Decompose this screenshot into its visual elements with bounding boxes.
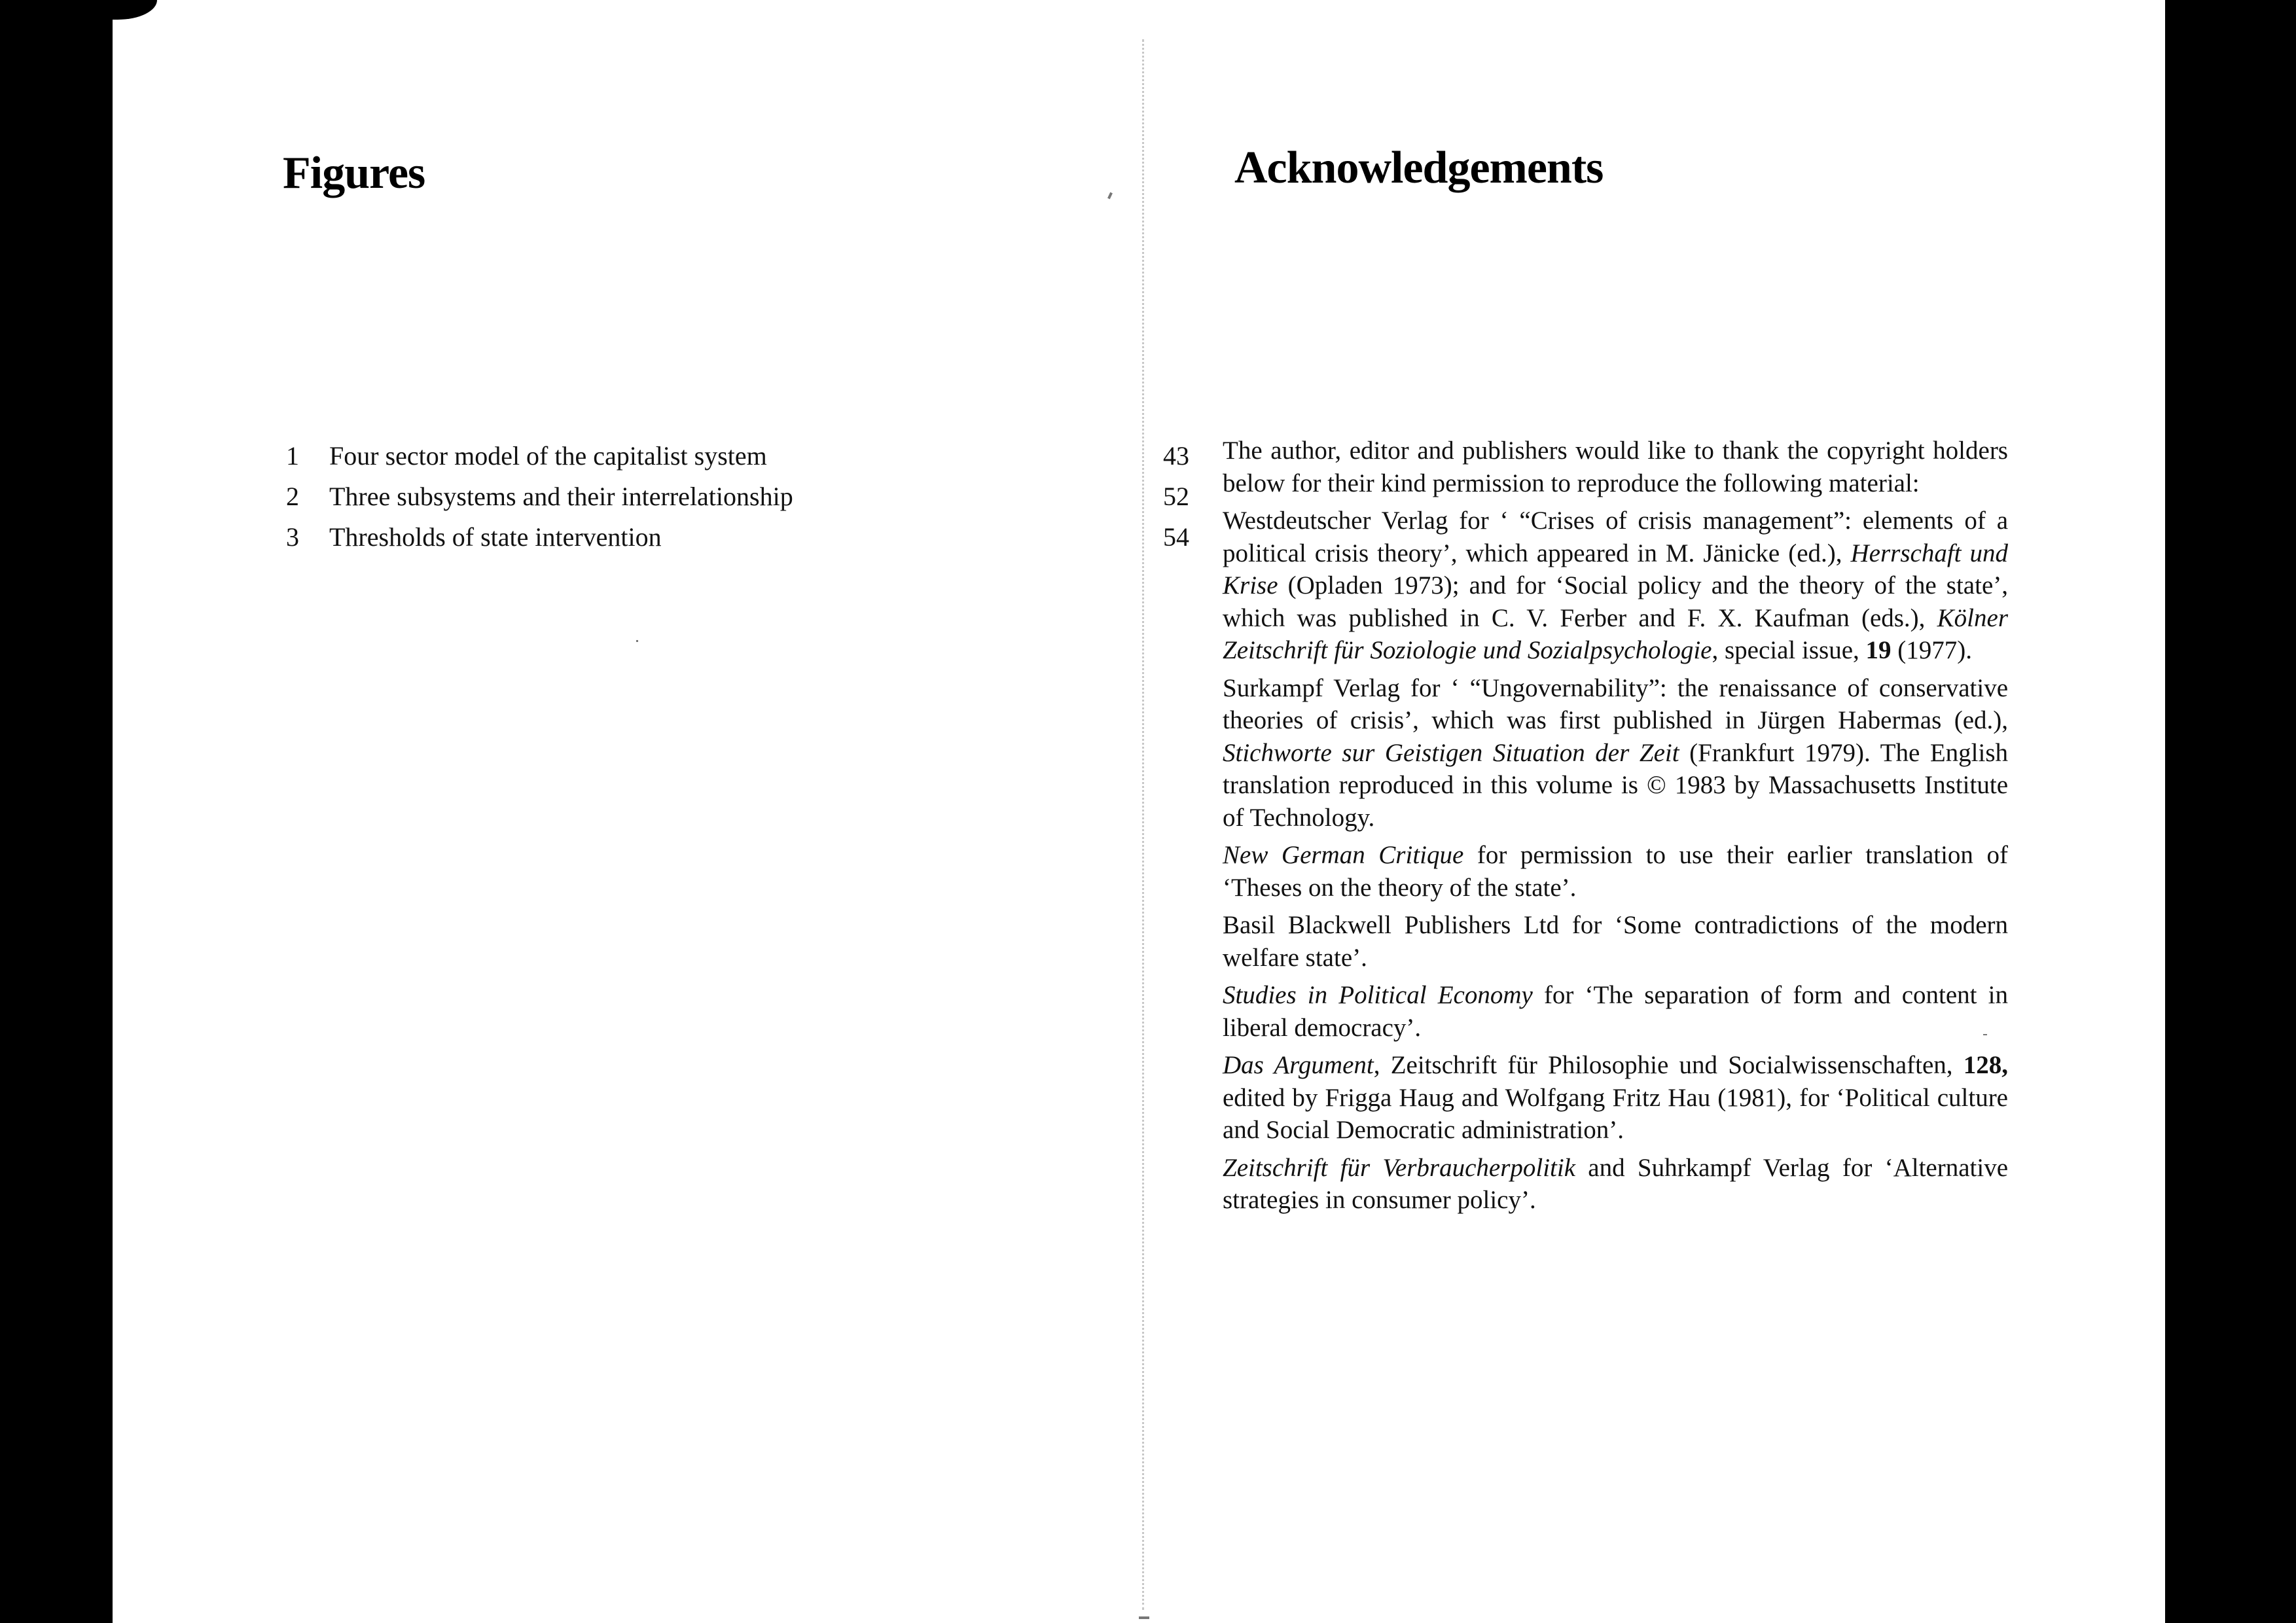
figure-entry — [286, 517, 1189, 558]
right-page — [1145, 0, 2165, 1623]
bold-number: 128, — [1963, 1051, 2009, 1079]
text-run: and Suhrkampf Verlag for ‘Alternative strategies in consumer policy’. — [1223, 1153, 2009, 1214]
text-run: , special issue, — [1712, 636, 1866, 664]
figure-title: Thresholds of state intervention — [329, 522, 662, 552]
bold-number: 19 — [1865, 636, 1892, 664]
text-run: Surkampf Verlag for ‘ “Ungovernability”: the renaissance of conservative theories of crisis’, which was first published in Jürgen Habermas (ed.), — [1223, 673, 2008, 734]
acknowledgement-paragraph — [1223, 979, 2008, 1044]
text-run: for ‘The separation of form and content in liberal democracy’. — [1223, 981, 2008, 1042]
acknowledgement-paragraph — [1223, 839, 2008, 904]
figure-entry — [286, 476, 1189, 517]
figure-number: 3 — [286, 522, 299, 552]
text-run: (1977). — [1891, 636, 1972, 664]
figure-title: Four sector model of the capitalist system — [329, 441, 767, 471]
text-run: The author, editor and publishers would like to thank the copyright holders below for their kind permission to reproduce the following material: — [1223, 437, 2008, 497]
scan-border-right — [2165, 0, 2296, 1623]
acknowledgement-paragraph — [1223, 909, 2008, 974]
italic-title: Stichworte sur Geistigen Situation der Zeit — [1223, 738, 1679, 767]
book-gutter — [1142, 39, 1144, 1610]
italic-title: Kölner Zeitschrift für Soziologie und Sozialpsychologie — [1223, 603, 2008, 664]
text-run: for permission to use their earlier translation of ‘Theses on the theory of the state’. — [1223, 841, 2008, 902]
text-run: Westdeutscher Verlag for ‘ “Crises of crisis management”: elements of a political crisis theory’, which appeared in M. Jänicke (ed.), — [1223, 507, 2008, 567]
italic-title: Herrschaft und Krise — [1223, 539, 2008, 599]
figure-page-number: 54 — [1163, 522, 1189, 552]
text-run: edited by Frigga Haug and Wolfgang Fritz Hau (1981), for ‘Political culture and Social Democratic administration’. — [1223, 1083, 2008, 1144]
page-title-acknowledgements: Acknowledgements — [1234, 143, 1604, 193]
figure-number: 2 — [286, 482, 299, 511]
scan-border-left — [0, 0, 113, 1623]
acknowledgement-paragraph — [1223, 1152, 2008, 1217]
text-run: (Frankfurt 1979). The English translation reproduced in this volume is © 1983 by Massachusetts Institute of Technology. — [1223, 738, 2009, 832]
left-page — [113, 0, 1189, 1623]
acknowledgement-paragraph — [1223, 672, 2008, 834]
acknowledgement-paragraph — [1223, 505, 2008, 667]
figure-number: 1 — [286, 441, 299, 471]
italic-title: Das Argument — [1223, 1051, 1374, 1079]
page-title-figures: Figures — [283, 148, 425, 198]
text-run: , Zeitschrift für Philosophie und Socialwissenschaften, — [1373, 1051, 1964, 1079]
italic-title: Studies in Political Economy — [1223, 981, 1533, 1009]
acknowledgement-paragraph — [1223, 435, 2008, 499]
text-run: Basil Blackwell Publishers Ltd for ‘Some contradictions of the modern welfare state’. — [1223, 911, 2008, 972]
text-run: (Opladen 1973); and for ‘Social policy and the theory of the state’, which was published in C. V. Ferber and F. X. Kaufman (eds.), — [1223, 571, 2008, 632]
acknowledgements-body — [1223, 435, 2008, 1222]
italic-title: Zeitschrift für Verbraucherpolitik — [1223, 1153, 1576, 1182]
figures-list — [286, 436, 1189, 558]
italic-title: New German Critique — [1223, 841, 1464, 869]
figure-page-number: 43 — [1163, 441, 1189, 471]
acknowledgement-paragraph — [1223, 1049, 2008, 1147]
figure-entry — [286, 436, 1189, 476]
figure-title: Three subsystems and their interrelationship — [329, 482, 793, 511]
figure-page-number: 52 — [1163, 482, 1189, 511]
